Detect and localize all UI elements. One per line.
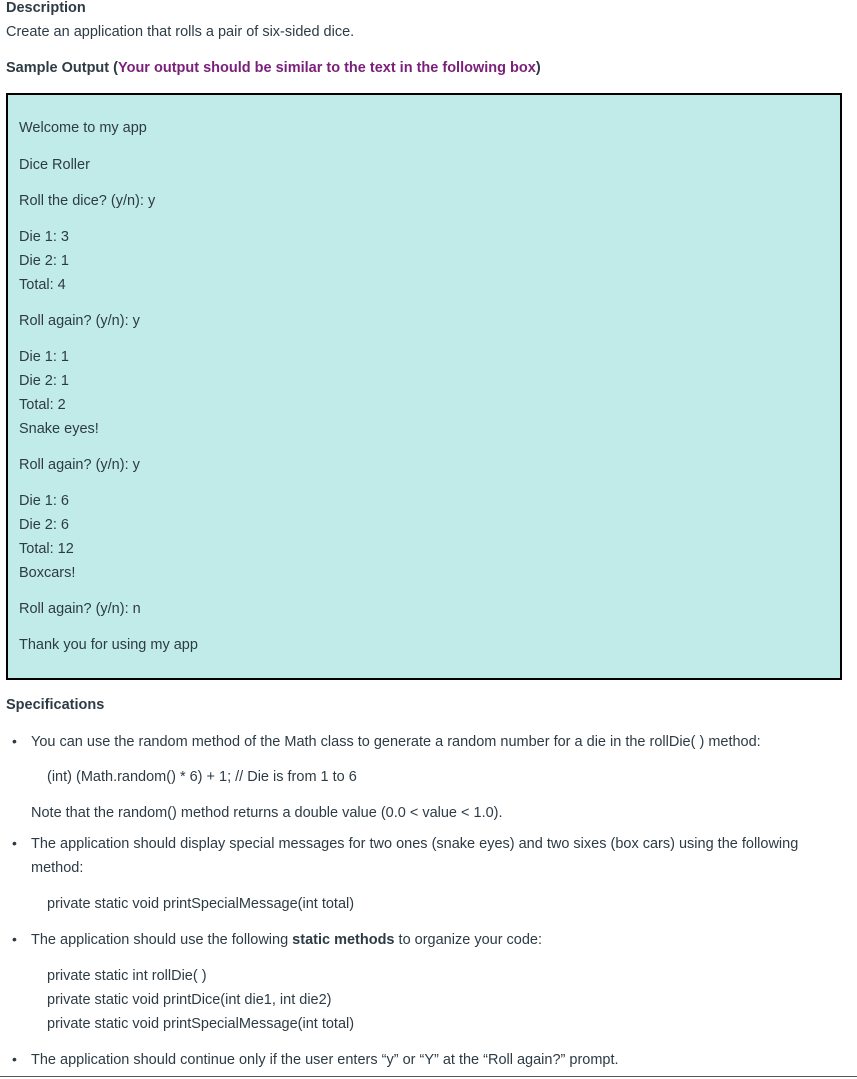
output-line: Roll again? (y/n): n [19,601,141,617]
output-line: Die 1: 3 [19,229,69,245]
code-method: private static void printSpecialMessage(int total) [47,1016,355,1032]
spec-bullet-3-pre: The application should use the following [31,932,293,948]
bottom-divider [0,1076,857,1077]
output-line: Die 2: 6 [19,517,69,533]
description-heading: Description [6,0,86,16]
sample-output-label: Sample Output [6,60,110,76]
output-line: Die 2: 1 [19,253,69,269]
output-line: Total: 12 [19,541,74,557]
spec-bullet-4: The application should continue only if the user enters “y” or “Y” at the “Roll again?” prompt. [31,1052,619,1068]
bullet-dot-icon: • [12,835,17,851]
spec-bullet-1: You can use the random method of the Math class to generate a random number for a die in the rollDie( ) method: [31,734,761,750]
output-line: Total: 2 [19,397,66,413]
output-line: Die 2: 1 [19,373,69,389]
sample-output-title [6,60,541,76]
output-line: Die 1: 1 [19,349,69,365]
code-example-random: (int) (Math.random() * 6) + 1; // Die is from 1 to 6 [47,769,357,785]
spec-bullet-2-line1: The application should display special messages for two ones (snake eyes) and two sixes (box cars) using the following [31,836,799,852]
output-line: Roll the dice? (y/n): y [19,193,156,209]
output-line: Die 1: 6 [19,493,69,509]
sample-output-note: Your output should be similar to the text in the following box [118,60,536,76]
paren-open: ( [113,60,118,76]
bullet-dot-icon: • [12,733,17,749]
sample-output-box [6,93,842,680]
output-line: Dice Roller [19,157,90,173]
paren-close: ) [535,60,541,76]
output-line: Boxcars! [19,565,76,581]
bullet-dot-icon: • [12,1051,17,1067]
output-line: Roll again? (y/n): y [19,457,140,473]
specifications-heading: Specifications [6,697,105,713]
spec-bullet-2-line2: method: [31,860,84,876]
output-line: Welcome to my app [19,120,147,136]
code-print-special: private static void printSpecialMessage(int total) [47,896,355,912]
description-text: Create an application that rolls a pair of six-sided dice. [6,24,355,40]
note-random: Note that the random() method returns a double value (0.0 < value < 1.0). [31,805,503,821]
output-line: Thank you for using my app [19,637,198,653]
output-line: Roll again? (y/n): y [19,313,140,329]
spec-bullet-3-bold: static methods [292,932,395,948]
code-method: private static int rollDie( ) [47,968,207,984]
output-line: Total: 4 [19,277,66,293]
bullet-dot-icon: • [12,931,17,947]
spec-bullet-3-post: to organize your code: [394,932,543,948]
code-method: private static void printDice(int die1, int die2) [47,992,332,1008]
output-line: Snake eyes! [19,421,99,437]
spec-bullet-3 [31,932,542,948]
